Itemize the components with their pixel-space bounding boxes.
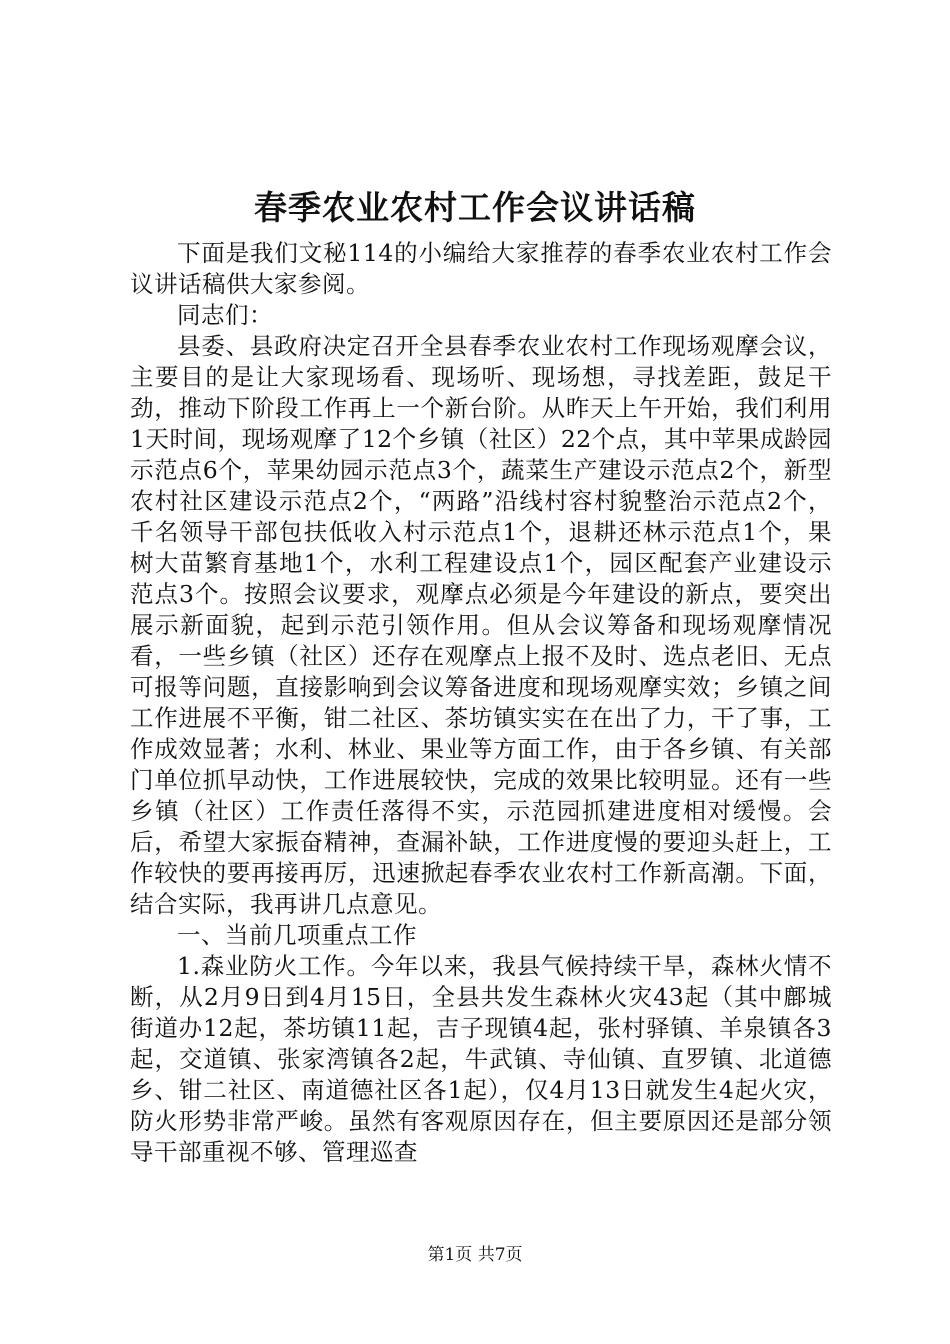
- document-body: [130, 238, 832, 1168]
- section-heading: 一、当前几项重点工作: [177, 921, 417, 949]
- body-paragraph: 1.森业防火工作。今年以来，我县气候持续干旱，森林火情不断，从2月9日到4月15日，全县共发生森林火灾43起（其中鄜城街道办12起，茶坊镇11起，吉子现镇4起，张村驿镇、羊泉镇各3起，交道镇、张家湾镇各2起，牛武镇、寺仙镇、直罗镇、北道德乡、钳二社区、南道德社区各1起），仅4月13日就发生4起火灾，防火形势非常严峻。虽然有客观原因存在，但主要原因还是部分领导干部重视不够、管理巡查: [130, 952, 832, 1166]
- body-paragraph: 县委、县政府决定召开全县春季农业农村工作现场观摩会议，主要目的是让大家现场看、现场听、现场想，寻找差距，鼓足干劲，推动下阶段工作再上一个新台阶。从昨天上午开始，我们利用1天时间，现场观摩了12个乡镇（社区）22个点，其中苹果成龄园示范点6个，苹果幼园示范点3个，蔬菜生产建设示范点2个，新型农村社区建设示范点2个，“两路”沿线村容村貌整治示范点2个，千名领导干部包扶低收入村示范点1个，退耕还林示范点1个，果树大苗繁育基地1个，水利工程建设点1个，园区配套产业建设示范点3个。按照会议要求，观摩点必须是今年建设的新点，要突出展示新面貌，起到示范引领作用。但从会议筹备和现场观摩情况看，一些乡镇（社区）还存在观摩点上报不及时、选点老旧、无点可报等问题，直接影响到会议筹备进度和现场观摩实效；乡镇之间工作进展不平衡，钳二社区、茶坊镇实实在在出了力，干了事，工作成效显著；水利、林业、果业等方面工作，由于各乡镇、有关部门单位抓早动快，工作进展较快，完成的效果比较明显。还有一些乡镇（社区）工作责任落得不实，示范园抓建进度相对缓慢。会后，希望大家振奋精神，查漏补缺，工作进度慢的要迎头赶上，工作较快的要再接再厉，迅速掀起春季农业农村工作新高潮。下面，结合实际，我再讲几点意见。: [130, 332, 832, 918]
- document-title: 春季农业农村工作会议讲话稿: [254, 188, 696, 227]
- salutation-paragraph: 同志们：: [177, 301, 273, 329]
- intro-paragraph: 下面是我们文秘114的小编给大家推荐的春季农业农村工作会议讲话稿供大家参阅。: [130, 239, 832, 298]
- page-indicator: 第1页 共7页: [427, 1245, 523, 1265]
